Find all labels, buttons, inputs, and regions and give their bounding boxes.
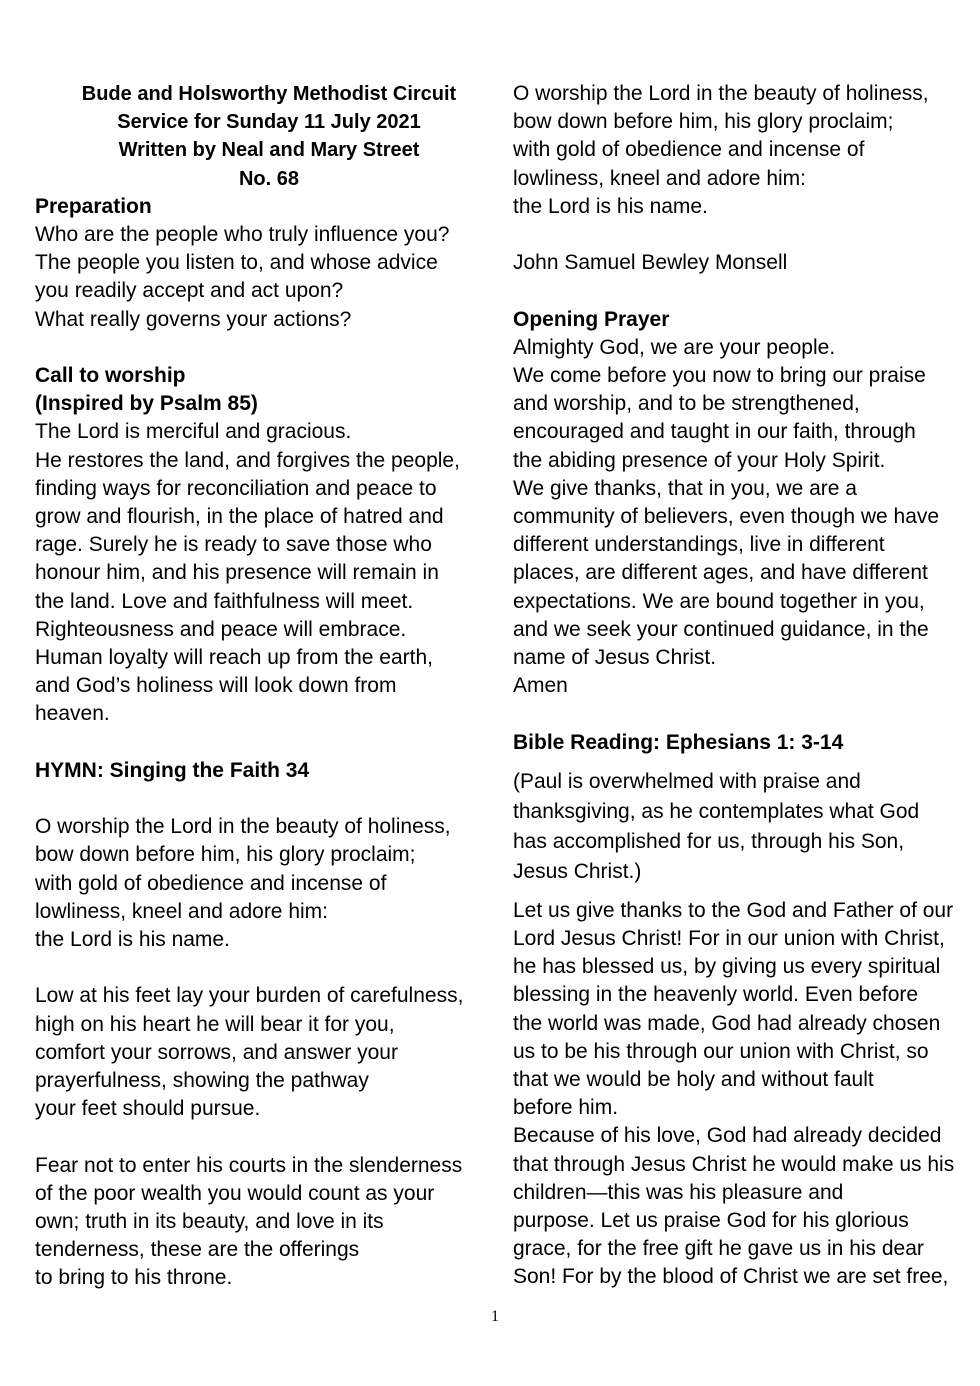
text-line: honour him, and his presence will remain in [35,561,439,585]
text-line: children—this was his pleasure and [513,1180,844,1204]
text-line: rage. Surely he is ready to save those who [35,533,432,557]
text-line: purpose. Let us praise God for his glorious [513,1209,909,1233]
bible-reading-section [513,729,958,1292]
right-column [513,80,958,1292]
text-line: and we seek your continued guidance, in the [513,617,929,641]
text-line: He restores the land, and forgives the people, [35,448,460,472]
verse-line: to bring to his throne. [35,1266,233,1290]
text-line: We give thanks, that in you, we are a [513,476,857,500]
verse-line: tenderness, these are the offerings [35,1238,360,1262]
page-number: 1 [491,1308,499,1325]
text-line: Who are the people who truly influence you? [35,223,450,247]
service-title: Service for Sunday 11 July 2021 [117,111,421,134]
note-line: thanksgiving, as he contemplates what God [513,799,920,823]
text-line: Righteousness and peace will embrace. [35,617,407,641]
text-line: and worship, and to be strengthened, [513,392,860,416]
text-line: you readily accept and act upon? [35,279,344,303]
verse-line: comfort your sorrows, and answer your [35,1040,398,1064]
verse-line: with gold of obedience and incense of [35,871,387,895]
text-line: that we would be holy and without fault [513,1068,874,1092]
call-to-worship-section [35,362,475,729]
verse-line: O worship the Lord in the beauty of holiness, [35,815,451,839]
note-line: (Paul is overwhelmed with praise and [513,769,861,793]
section-heading: Call to worship [35,364,186,388]
text-line: blessing in the heavenly world. Even before [513,983,919,1007]
verse-line: the Lord is his name. [35,928,230,952]
verse-line: prayerfulness, showing the pathway [35,1069,369,1093]
text-line: finding ways for reconciliation and peace to [35,476,437,500]
hymn-verse-1 [35,813,475,954]
hymn-section [35,757,475,1293]
verse-line: own; truth in its beauty, and love in its [35,1210,384,1234]
text-line: Human loyalty will reach up from the earth, [35,646,434,670]
text-line: The Lord is merciful and gracious. [35,420,352,444]
text-line: expectations. We are bound together in you, [513,589,925,613]
text-line: different understandings, live in different [513,533,885,557]
text-line: Lord Jesus Christ! For in our union with Christ, [513,927,945,951]
text-line: the abiding presence of your Holy Spirit. [513,448,886,472]
note-line: has accomplished for us, through his Son, [513,829,905,853]
text-line: Because of his love, God had already decided [513,1124,942,1148]
service-number: No. 68 [238,167,300,190]
text-line: name of Jesus Christ. [513,646,717,670]
text-line: What really governs your actions? [35,307,352,331]
text-line: encouraged and taught in our faith, through [513,420,916,444]
verse-line: with gold of obedience and incense of [513,138,865,162]
verse-line: lowliness, kneel and adore him: [513,166,806,190]
hymn-author: John Samuel Bewley Monsell [513,251,788,275]
verse-line: Low at his feet lay your burden of carefulness, [35,984,464,1008]
authors-line: Written by Neal and Mary Street [118,139,420,162]
text-line: places, are different ages, and have different [513,561,928,585]
reading-text [513,897,958,1292]
section-heading: Opening Prayer [513,307,670,331]
text-line: grow and flourish, in the place of hatred and [35,505,444,529]
text-line: community of believers, even though we have [513,505,940,529]
verse-line: of the poor wealth you would count as your [35,1181,435,1205]
reading-note [513,767,958,887]
text-line: Son! For by the blood of Christ we are set free, [513,1265,949,1289]
text-line: heaven. [35,702,110,726]
hymn-verse-3 [35,1152,475,1293]
section-heading: Bible Reading: Ephesians 1: 3-14 [513,730,844,754]
note-line: Jesus Christ.) [513,859,642,883]
text-line: and God’s holiness will look down from [35,674,397,698]
text-line: before him. [513,1096,619,1120]
left-column [35,80,475,1293]
hymn-verse-4 [513,80,958,221]
text-line: The people you listen to, and whose advice [35,251,438,275]
section-heading: HYMN: Singing the Faith 34 [35,758,310,782]
section-heading: Preparation [35,194,152,218]
verse-line: lowliness, kneel and adore him: [35,899,328,923]
circuit-title: Bude and Holsworthy Methodist Circuit [81,83,457,105]
verse-line: bow down before him, his glory proclaim; [35,843,416,867]
text-line: We come before you now to bring our praise [513,364,926,387]
hymn-verse-2 [35,982,475,1123]
text-line: Let us give thanks to the God and Father of our [513,898,954,922]
text-line: Almighty God, we are your people. [513,335,836,359]
text-line: the land. Love and faithfulness will meet. [35,589,414,613]
verse-line: your feet should pursue. [35,1097,261,1121]
verse-line: Fear not to enter his courts in the slenderness [35,1153,463,1177]
text-line: that through Jesus Christ he would make us his [513,1152,955,1176]
verse-line: high on his heart he will bear it for you, [35,1012,395,1036]
verse-line: bow down before him, his glory proclaim; [513,110,894,134]
opening-prayer-section [513,306,958,701]
section-subheading: (Inspired by Psalm 85) [35,392,258,416]
document-header [35,80,475,193]
text-line: he has blessed us, by giving us every spiritual [513,955,941,979]
text-line: grace, for the free gift he gave us in his dear [513,1237,924,1261]
text-line: the world was made, God had already chosen [513,1011,941,1035]
verse-line: O worship the Lord in the beauty of holiness, [513,82,929,105]
text-line: us to be his through our union with Christ, so [513,1039,929,1063]
verse-line: the Lord is his name. [513,194,708,218]
text-line: Amen [513,674,568,698]
preparation-section [35,193,475,334]
